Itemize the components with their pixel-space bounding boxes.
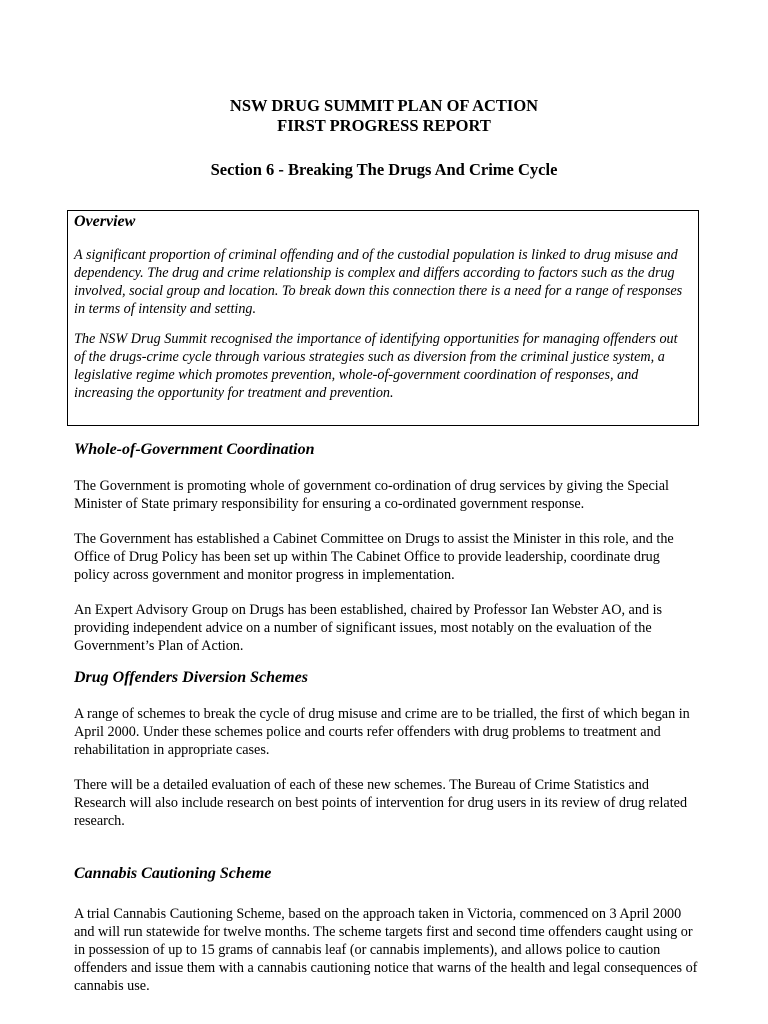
whole-of-government-paragraph-1: The Government is promoting whole of government co-ordination of drug services by giving the Special Minister of State primary responsibility for ensuring a co-ordinated government response. <box>74 478 669 512</box>
whole-of-government-paragraph-2: The Government has established a Cabinet Committee on Drugs to assist the Minister in this role, and the Office of Drug Policy has been set up within The Cabinet Office to provide leadership, coordinate drug policy across government and monitor progress in implementation. <box>74 531 674 583</box>
cannabis-paragraph-1: A trial Cannabis Cautioning Scheme, based on the approach taken in Victoria, commenced on 3 April 2000 and will run statewide for twelve months. The scheme targets first and second time offenders caught using or in possession of up to 15 grams of cannabis leaf (or cannabis implements), and allows police to caution offenders and issue them with a cannabis cautioning notice that warns of the health and legal consequences of cannabis use. <box>74 906 698 994</box>
diversion-paragraph-2: There will be a detailed evaluation of each of these new schemes. The Bureau of Crime Statistics and Research will also include research on best points of intervention for drug users in its review of drug related research. <box>74 777 688 829</box>
whole-of-government-heading: Whole-of-Government Coordination <box>74 441 315 458</box>
overview-paragraph-2: The NSW Drug Summit recognised the importance of identifying opportunities for managing offenders out of the drugs-crime cycle through various strategies such as diversion from the criminal justice system, a legislative regime which promotes prevention, whole-of-government coordination of responses, and increasing the opportunity for treatment and prevention. <box>74 331 678 401</box>
overview-paragraph-1: A significant proportion of criminal offending and of the custodial population is linked to drug misuse and dependency. The drug and crime relationship is complex and differs according to factors such as the drug involved, social group and location. To break down this connection there is a need for a range of responses in terms of intensity and setting. <box>74 247 683 317</box>
report-title-line1: NSW DRUG SUMMIT PLAN OF ACTION <box>229 96 539 115</box>
section-title: Section 6 - Breaking The Drugs And Crime Cycle <box>210 160 558 179</box>
diversion-paragraph-1: A range of schemes to break the cycle of drug misuse and crime are to be trialled, the first of which began in April 2000. Under these schemes police and courts refer offenders with drug problems to treatment and rehabilitation in appropriate cases. <box>74 706 690 758</box>
diversion-heading: Drug Offenders Diversion Schemes <box>74 669 308 686</box>
whole-of-government-paragraph-3: An Expert Advisory Group on Drugs has been established, chaired by Professor Ian Webster AO, and is providing independent advice on a number of significant issues, most notably on the evaluation of the Government’s Plan of Action. <box>74 602 663 654</box>
report-title-line2: FIRST PROGRESS REPORT <box>277 116 491 135</box>
overview-box <box>67 210 699 426</box>
cannabis-heading: Cannabis Cautioning Scheme <box>74 865 272 882</box>
overview-heading: Overview <box>74 213 136 230</box>
